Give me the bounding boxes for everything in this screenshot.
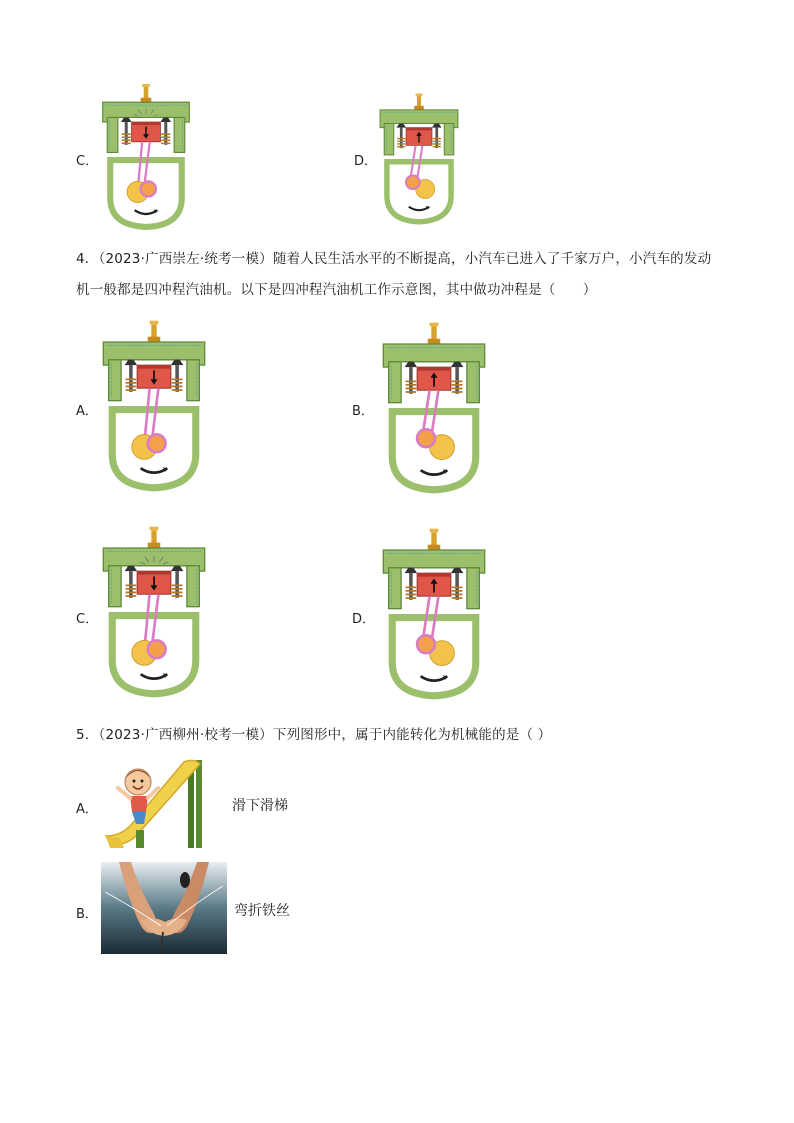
q5-option-b-wire-image — [101, 862, 227, 954]
q4-option-b-engine-image — [378, 310, 490, 506]
q3-option-d-letter: D． — [354, 154, 378, 169]
q5-option-a-caption: 滑下滑梯 — [232, 798, 288, 814]
q5-option-b-letter: B． — [76, 907, 98, 922]
q4-option-d-letter: D． — [352, 612, 376, 627]
q5-text: 5．（2023·广西柳州·校考一模）下列图形中，属于内能转化为机械能的是（ ） — [76, 727, 552, 743]
q4-option-c-engine-image — [98, 522, 210, 702]
q3-option-d-engine-image — [376, 90, 462, 228]
q4-option-a-engine-image — [98, 316, 210, 496]
q4-text-line2: 机一般都是四冲程汽油机。以下是四冲程汽油机工作示意图，其中做功冲程是（ ） — [76, 282, 597, 298]
q4-option-c-letter: C． — [76, 612, 99, 627]
q4-option-a-letter: A． — [76, 404, 98, 419]
q4-text-line1: 4．（2023·广西崇左·统考一模）随着人民生活水平的不断提高，小汽车已进入了千家万户，小汽车的发动 — [76, 251, 712, 267]
q3-option-c-engine-image — [98, 84, 194, 230]
q3-option-c-letter: C． — [76, 154, 99, 169]
q5-option-b-caption: 弯折铁丝 — [234, 903, 290, 919]
q4-option-d-engine-image — [378, 516, 490, 712]
q4-option-b-letter: B． — [352, 404, 374, 419]
q5-option-a-slide-image — [96, 754, 212, 850]
q5-option-a-letter: A． — [76, 802, 98, 817]
